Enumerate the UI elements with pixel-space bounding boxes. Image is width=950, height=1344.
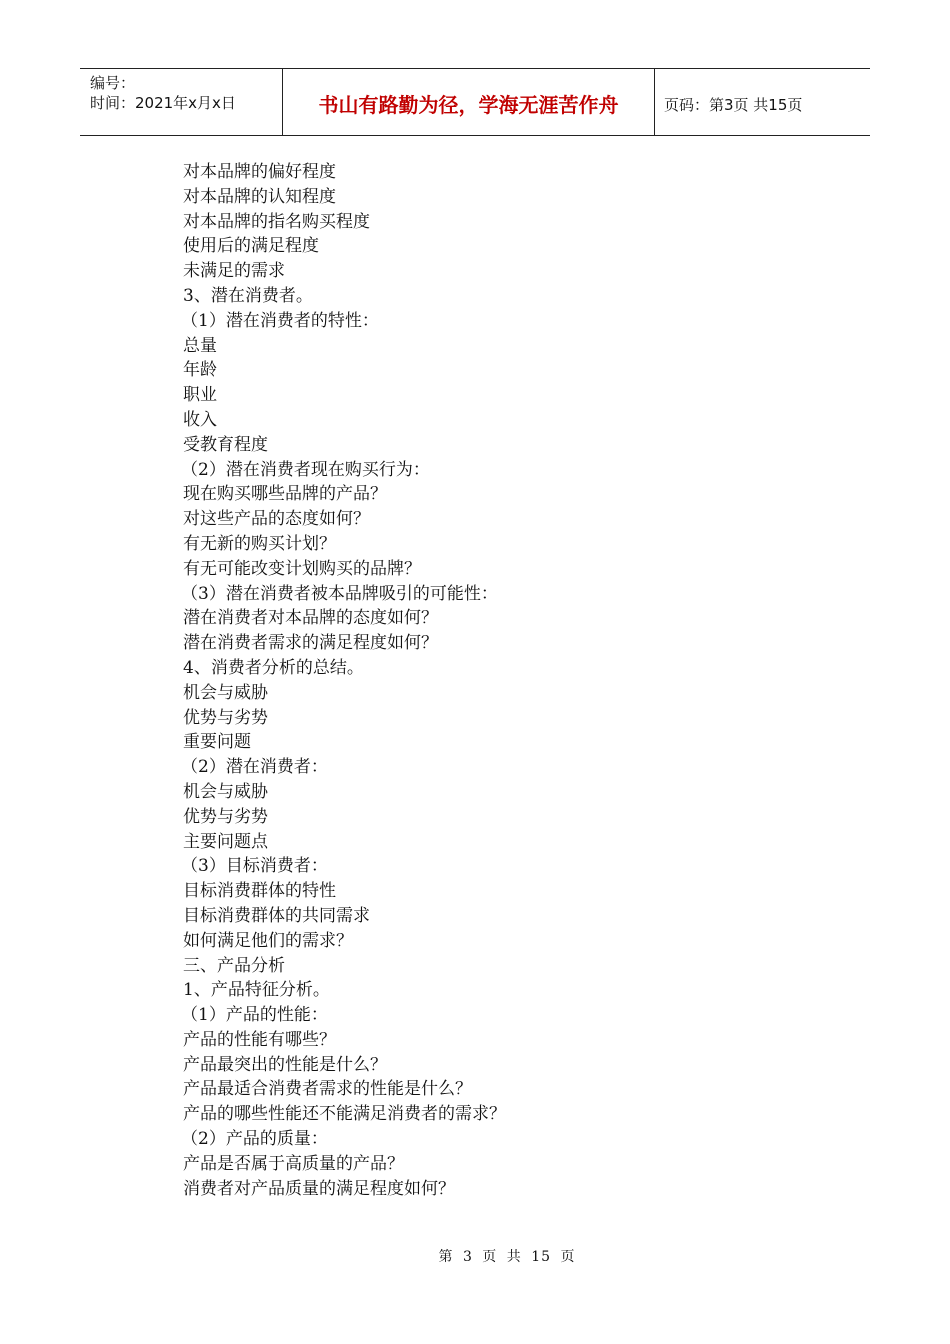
- text-line: （2）潜在消费者：: [181, 757, 328, 778]
- text-line: 3、潜在消费者。: [183, 285, 313, 306]
- text-line: 潜在消费者对本品牌的态度如何？: [183, 608, 438, 629]
- text-line: 有无新的购买计划？: [183, 533, 336, 554]
- text-line: 如何满足他们的需求？: [183, 930, 353, 951]
- text-line: 使用后的满足程度: [183, 236, 319, 257]
- text-line: 消费者对产品质量的满足程度如何？: [183, 1178, 455, 1199]
- text-line: 优势与劣势: [183, 707, 268, 728]
- text-line: 目标消费群体的共同需求: [183, 905, 370, 926]
- text-line: 有无可能改变计划购买的品牌？: [183, 558, 421, 579]
- text-line: 未满足的需求: [183, 261, 285, 282]
- text-line: 产品的哪些性能还不能满足消费者的需求？: [183, 1104, 506, 1125]
- page-header: [80, 68, 870, 136]
- text-line: 产品最适合消费者需求的性能是什么？: [183, 1079, 472, 1100]
- header-motto: 书山有路勤为径，学海无涯苦作舟: [282, 69, 655, 135]
- text-line: （1）潜在消费者的特性：: [181, 310, 379, 331]
- text-line: 对本品牌的认知程度: [183, 186, 336, 207]
- text-line: （3）潜在消费者被本品牌吸引的可能性：: [181, 583, 498, 604]
- text-line: 年龄: [183, 360, 217, 381]
- text-line: 产品最突出的性能是什么？: [183, 1054, 387, 1075]
- number-label: 编号：: [90, 74, 136, 92]
- text-line: 重要问题: [183, 732, 251, 753]
- text-line: 潜在消费者需求的满足程度如何？: [183, 633, 438, 654]
- header-page-info: 页码：第3页 共15页: [664, 95, 803, 114]
- text-line: 机会与威胁: [183, 682, 268, 703]
- text-line: （1）产品的性能：: [181, 1005, 328, 1026]
- text-line: 职业: [183, 385, 217, 406]
- text-line: 机会与威胁: [183, 781, 268, 802]
- document-body: [183, 160, 803, 1201]
- page-footer: 第 3 页 共 15 页: [438, 1249, 576, 1265]
- text-line: 主要问题点: [183, 831, 268, 852]
- text-line: 对本品牌的指名购买程度: [183, 211, 370, 232]
- text-line: 受教育程度: [183, 434, 268, 455]
- time-label: 时间：2021年x月x日: [90, 94, 236, 112]
- text-line: 对本品牌的偏好程度: [183, 162, 336, 182]
- text-line: 1、产品特征分析。: [183, 980, 330, 1001]
- text-line: （3）目标消费者：: [181, 856, 328, 877]
- text-line: 现在购买哪些品牌的产品？: [183, 484, 387, 505]
- text-line: 4、消费者分析的总结。: [183, 657, 364, 678]
- text-line: 产品的性能有哪些？: [183, 1029, 336, 1050]
- text-line: 收入: [183, 409, 217, 430]
- text-line: （2）潜在消费者现在购买行为：: [181, 459, 430, 480]
- text-line: 对这些产品的态度如何？: [183, 509, 370, 530]
- text-line: （2）产品的质量：: [181, 1129, 328, 1150]
- text-line: 三、产品分析: [183, 955, 285, 976]
- text-line: 产品是否属于高质量的产品？: [183, 1153, 404, 1174]
- text-line: 总量: [183, 335, 217, 356]
- header-meta: [80, 69, 282, 135]
- text-line: 目标消费群体的特性: [183, 881, 336, 902]
- text-line: 优势与劣势: [183, 806, 268, 827]
